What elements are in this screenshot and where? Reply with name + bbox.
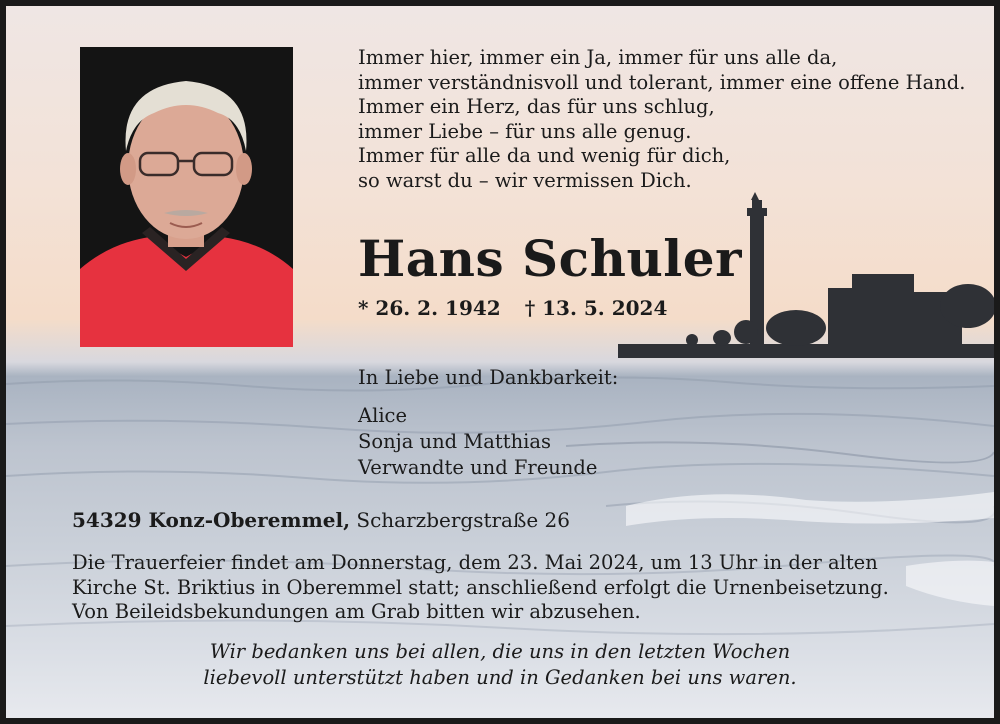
mourner-name: Verwandte und Freunde	[358, 456, 598, 479]
obituary-card	[6, 6, 994, 718]
verse-line: immer verständnisvoll und tolerant, immer eine offene Hand.	[358, 70, 966, 94]
thanks-note	[6, 639, 994, 691]
life-dates	[358, 296, 667, 320]
thanks-line: liebevoll unterstützt haben und in Gedanken bei uns waren.	[203, 666, 797, 689]
mourner-name: Sonja und Matthias	[358, 430, 552, 453]
deceased-name: Hans Schuler	[358, 229, 742, 288]
portrait-illustration	[80, 47, 293, 347]
family-address	[72, 508, 570, 532]
verse-line: Immer für alle da und wenig für dich,	[358, 144, 731, 168]
memorial-verse	[358, 46, 965, 194]
notice-line: Die Trauerfeier findet am Donnerstag, dem 23. Mai 2024, um 13 Uhr in der alten	[72, 551, 878, 574]
mourner-name: Alice	[358, 404, 408, 427]
verse-line: so warst du – wir vermissen Dich.	[358, 168, 692, 192]
verse-line: immer Liebe – für uns alle genug.	[358, 119, 692, 143]
address-street: Scharzbergstraße 26	[356, 508, 570, 532]
death-date: † 13. 5. 2024	[524, 296, 668, 320]
thanks-line: Wir bedanken uns bei allen, die uns in den letzten Wochen	[209, 640, 791, 663]
portrait-photo	[80, 47, 293, 347]
mourners-intro: In Liebe und Dankbarkeit:	[358, 366, 619, 389]
mourners-list	[358, 403, 597, 481]
verse-line: Immer ein Herz, das für uns schlug,	[358, 95, 715, 119]
birth-date: * 26. 2. 1942	[358, 296, 501, 320]
verse-line: Immer hier, immer ein Ja, immer für uns alle da,	[358, 46, 838, 69]
notice-line: Von Beileidsbekundungen am Grab bitten wir abzusehen.	[72, 600, 641, 623]
funeral-notice	[72, 551, 889, 625]
notice-line: Kirche St. Briktius in Oberemmel statt; anschließend erfolgt die Urnenbeisetzung.	[72, 575, 889, 599]
address-city: 54329 Konz-Oberemmel,	[72, 508, 351, 532]
